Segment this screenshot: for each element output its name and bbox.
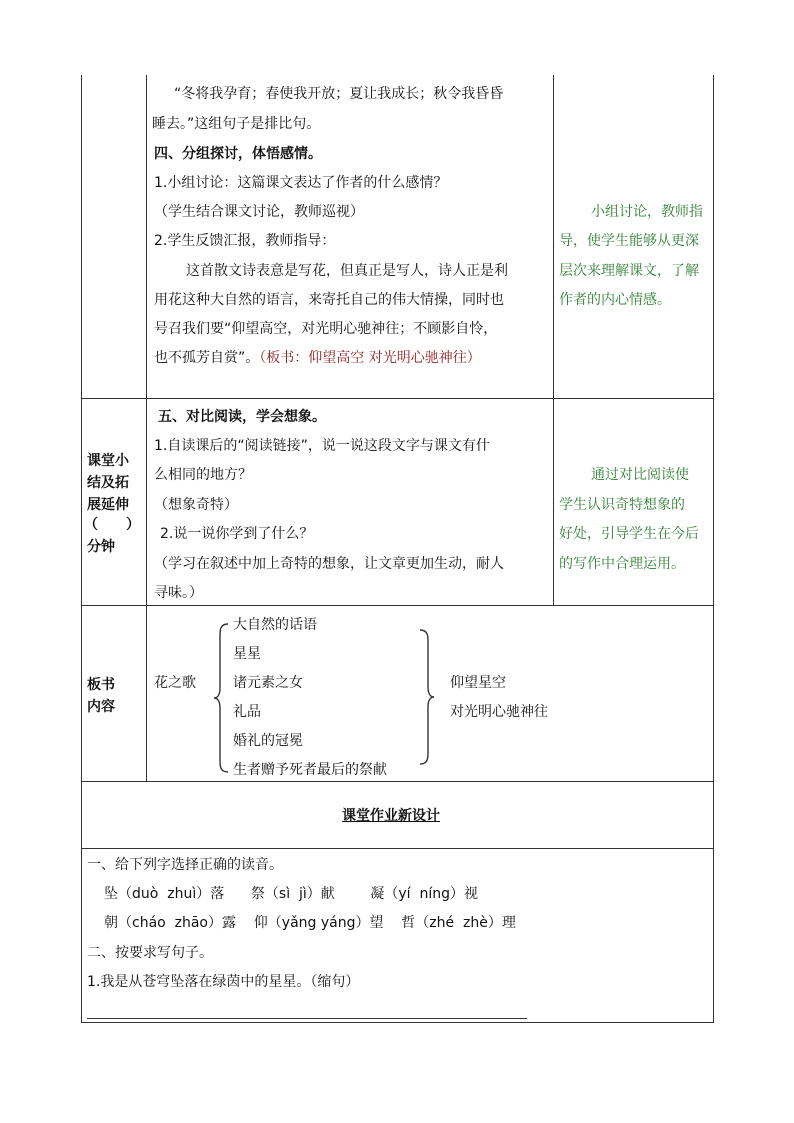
section5-side-line1: 通过对比阅读使: [591, 467, 689, 483]
section5-label-line2: 结及拓: [87, 475, 129, 491]
section4-question1-note: （学生结合课文讨论，教师巡视）: [154, 204, 364, 220]
section5-question1-line1: 1.自读课后的“阅读链接”，说一说这段文字与课文有什: [154, 438, 490, 454]
homework-pinyin-row2: 朝（cháo zhāo）露 仰（yǎng yáng）望 哲（zhé zhè）理: [104, 915, 516, 931]
section5-side-line4: 的写作中合理运用。: [559, 556, 685, 572]
column-divider-1: [146, 75, 147, 781]
section4-side-line4: 作者的内心情感。: [559, 292, 671, 308]
section4-line2: 睡去。”这组句子是排比句。: [152, 116, 321, 132]
section5-heading: 五、对比阅读，学会想象。: [158, 409, 326, 425]
section5-label-line1: 课堂小: [87, 453, 129, 469]
row-divider-1: [81, 398, 714, 399]
table-border-left: [81, 75, 82, 1023]
section4-paragraph-line3: 号召我们要“仰望高空，对光明心驰神往；不顾影自怜，: [154, 321, 498, 337]
table-border-bottom: [81, 1022, 714, 1023]
board-item-2: 星星: [233, 646, 261, 662]
row-divider-4: [81, 848, 714, 849]
board-item-3: 诸元素之女: [233, 675, 303, 691]
board-item-6: 生者赠予死者最后的祭献: [233, 762, 387, 778]
section5-question2-note-line2: 寻味。）: [154, 585, 203, 601]
table-border-right: [713, 75, 714, 1023]
homework-question2: 二、按要求写句子。: [87, 945, 213, 961]
board-item-4: 礼品: [233, 704, 261, 720]
board-item-1: 大自然的话语: [233, 617, 317, 633]
section5-question1-line2: 么相同的地方？: [154, 467, 252, 483]
section4-paragraph-line4-text: 也不孤芳自赏”。: [154, 350, 260, 366]
homework-question1: 一、给下列字选择正确的读音。: [87, 857, 283, 873]
section5-question2-note-line1: （学习在叙述中加上奇特的想象，让文章更加生动，耐人: [154, 556, 504, 572]
section4-paragraph-line2: 用花这种大自然的语言，来寄托自己的伟大情操，同时也: [154, 292, 504, 308]
section4-question2: 2.学生反馈汇报，教师指导：: [154, 233, 336, 249]
section5-label-line4: （ ）: [84, 517, 140, 533]
answer-line: [87, 1018, 527, 1019]
homework-question2-item1: 1.我是从苍穹坠落在绿茵中的星星。（缩句）: [87, 974, 360, 990]
row-divider-3: [81, 781, 714, 782]
homework-title: 课堂作业新设计: [342, 808, 440, 824]
section5-question2: 2.说一说你学到了什么？: [160, 526, 314, 542]
section4-question1: 1.小组讨论：这篇课文表达了作者的什么感情？: [154, 175, 448, 191]
section5-side-line2: 学生认识奇特想象的: [559, 497, 685, 513]
board-label-line1: 板书: [87, 677, 115, 693]
section5-label-line5: 分钟: [87, 539, 115, 555]
section5-label-line3: 展延伸: [87, 497, 129, 513]
section5-side-line3: 好处，引导学生在今后: [559, 526, 699, 542]
section4-side-line2: 导，使学生能够从更深: [559, 233, 699, 249]
section4-side-line3: 层次来理解课文，了解: [559, 263, 699, 279]
section4-heading: 四、分组探讨，体悟感情。: [154, 146, 322, 162]
homework-pinyin-row1: 坠（duò zhuì）落 祭（sì jì）献 凝（yí níng）视: [104, 886, 478, 902]
row-divider-2: [81, 605, 714, 606]
board-label-line2: 内容: [87, 699, 115, 715]
section4-side-line1: 小组讨论，教师指: [591, 204, 703, 220]
section4-paragraph-line1: 这首散文诗表意是写花，但真正是写人，诗人正是利: [186, 263, 508, 279]
section4-board-note: （板书：仰望高空 对光明心驰神往）: [259, 350, 481, 366]
column-divider-2: [553, 75, 554, 605]
left-brace-icon: [212, 622, 230, 774]
board-right-line2: 对光明心驰神往: [450, 704, 548, 720]
section4-line1: “冬将我孕育；春使我开放；夏让我成长；秋令我昏昏: [174, 86, 504, 102]
right-brace-icon: [418, 628, 436, 766]
section5-question1-note: （想象奇特）: [154, 497, 238, 513]
board-title: 花之歌: [154, 675, 196, 691]
section4-paragraph-line4: [154, 349, 481, 367]
board-item-5: 婚礼的冠冕: [233, 733, 303, 749]
board-right-line1: 仰望星空: [450, 675, 506, 691]
